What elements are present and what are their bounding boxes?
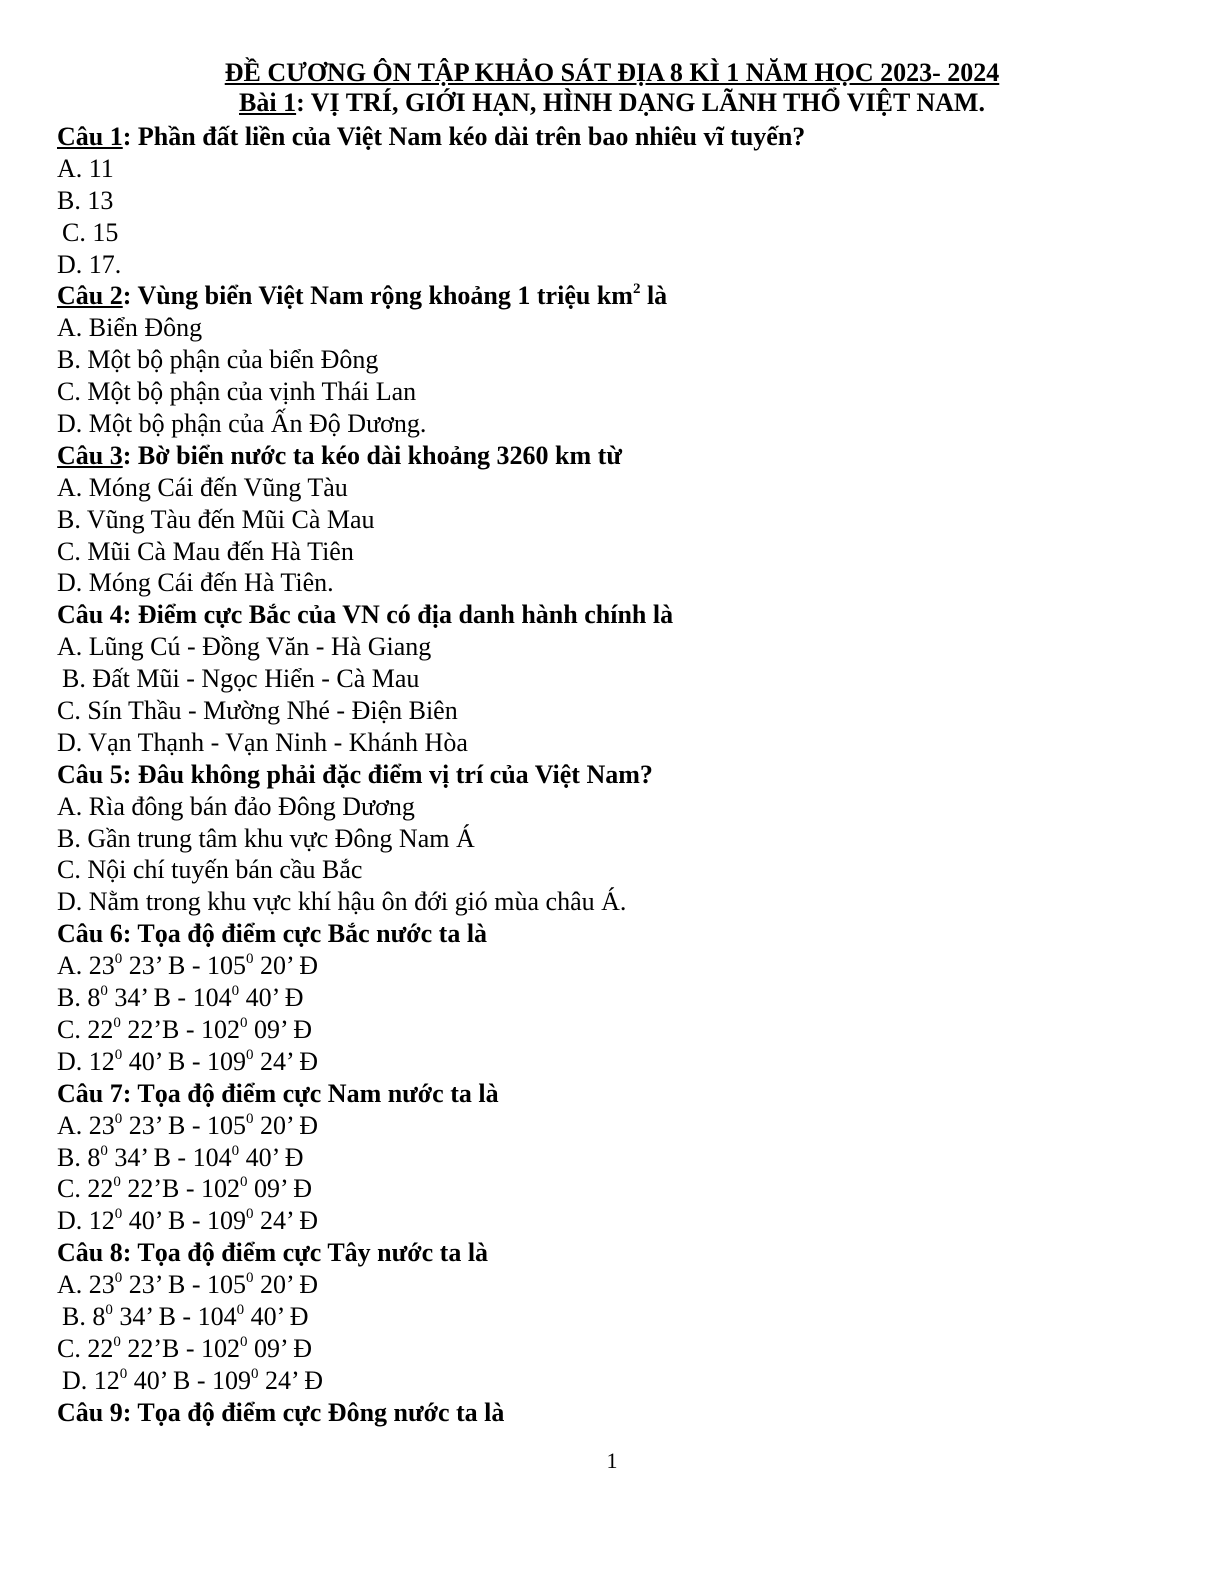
option-a [57, 1110, 1177, 1142]
coord-part: 24’ Đ [258, 1365, 324, 1395]
coord-part: 20’ Đ [253, 1270, 319, 1300]
document-title: ĐỀ CƯƠNG ÔN TẬP KHẢO SÁT ĐỊA 8 KÌ 1 NĂM HỌC 2023- 2024 [224, 58, 1000, 87]
degree-sup: 0 [251, 1365, 259, 1382]
coord-part: 40’ B - 109 [127, 1365, 252, 1395]
question-9: Câu 9: Tọa độ điểm cực Đông nước ta là [57, 1397, 505, 1427]
option-b: B. Gần trung tâm khu vực Đông Nam Á [57, 823, 475, 853]
option-b: B. 13 [57, 185, 114, 215]
option-d [57, 1046, 1177, 1078]
coord-part: 40’ B - 109 [122, 1046, 247, 1076]
coord-part: 40’ Đ [239, 1142, 304, 1172]
coord-part: 20’ Đ [253, 951, 319, 981]
question-6: Câu 6: Tọa độ điểm cực Bắc nước ta là [57, 919, 488, 949]
option-d: D. Một bộ phận của Ấn Độ Dương. [57, 409, 427, 439]
option-c: C. Một bộ phận của vịnh Thái Lan [57, 377, 417, 407]
coord-part: 34’ B - 104 [107, 1142, 232, 1172]
option-a: A. 11 [57, 153, 114, 183]
option-b: B. Đất Mũi - Ngọc Hiển - Cà Mau [62, 664, 420, 694]
degree-sup: 0 [119, 1365, 128, 1382]
coord-part: B. 8 [62, 1301, 106, 1331]
question-5: Câu 5: Đâu không phải đặc điểm vị trí của Việt Nam? [57, 759, 653, 789]
option-d: D. Vạn Thạnh - Vạn Ninh - Khánh Hòa [57, 727, 468, 757]
coord-part: 24’ Đ [253, 1046, 319, 1076]
coord-part: 23’ B - 105 [122, 1270, 247, 1300]
question-2 [57, 280, 1177, 312]
coord-part: 40’ Đ [244, 1301, 309, 1331]
question-8: Câu 8: Tọa độ điểm cực Tây nước ta là [57, 1238, 489, 1268]
coord-part: C. 22 [57, 1014, 114, 1044]
coord-part: 22’B - 102 [120, 1174, 241, 1204]
option-d: D. Móng Cái đến Hà Tiên. [57, 568, 334, 598]
coord-part: 40’ B - 109 [122, 1206, 247, 1236]
degree-sup: 0 [114, 1206, 123, 1223]
degree-sup: 0 [114, 1110, 123, 1127]
coord-part: 24’ Đ [253, 1206, 319, 1236]
question-text: : Bờ biển nước ta kéo dài khoảng 3260 km từ [122, 440, 622, 470]
lesson-label: Bài 1 [239, 88, 297, 117]
option-d: D. 17. [57, 249, 122, 279]
degree-sup: 0 [240, 1174, 248, 1191]
coord-part: C. 22 [57, 1174, 114, 1204]
degree-sup: 0 [246, 951, 254, 968]
coord-part: D. 12 [57, 1206, 115, 1236]
coord-part: 09’ Đ [247, 1174, 313, 1204]
question-7: Câu 7: Tọa độ điểm cực Nam nước ta là [57, 1078, 499, 1108]
coord-part: 34’ B - 104 [112, 1301, 237, 1331]
degree-sup: 0 [114, 1270, 123, 1287]
lesson-title: : VỊ TRÍ, GIỚI HẠN, HÌNH DẠNG LÃNH THỔ VIỆT NAM. [296, 88, 985, 117]
coord-part: 34’ B - 104 [107, 983, 232, 1013]
coord-part: D. 12 [62, 1365, 120, 1395]
coord-part: A. 23 [57, 1110, 115, 1140]
option-c: C. Nội chí tuyến bán cầu Bắc [57, 855, 363, 885]
question-label: Câu 1 [57, 122, 123, 151]
coord-part: 22’B - 102 [120, 1333, 241, 1363]
option-c [57, 1173, 1177, 1205]
degree-sup: 0 [113, 1333, 121, 1350]
option-d: D. Nằm trong khu vực khí hậu ôn đới gió mùa châu Á. [57, 887, 627, 917]
question-4: Câu 4: Điểm cực Bắc của VN có địa danh hành chính là [57, 600, 674, 630]
option-c: C. Sín Thầu - Mường Nhé - Điện Biên [57, 696, 458, 726]
degree-sup: 0 [100, 1142, 108, 1159]
option-a [57, 950, 1177, 982]
superscript: 2 [632, 281, 641, 298]
degree-sup: 0 [231, 1142, 240, 1159]
option-b [57, 1301, 1177, 1333]
degree-sup: 0 [240, 1333, 248, 1350]
coord-part: 22’B - 102 [120, 1014, 241, 1044]
option-c: C. 15 [62, 217, 119, 247]
coord-part: 20’ Đ [253, 1110, 319, 1140]
degree-sup: 0 [114, 1046, 123, 1063]
page-number: 1 [606, 1448, 618, 1473]
question-text-tail: là [640, 281, 668, 311]
degree-sup: 0 [240, 1014, 248, 1031]
question-text: : Vùng biển Việt Nam rộng khoảng 1 triệu km [122, 281, 633, 311]
degree-sup: 0 [236, 1301, 245, 1318]
degree-sup: 0 [246, 1046, 254, 1063]
degree-sup: 0 [246, 1270, 254, 1287]
option-b [57, 982, 1177, 1014]
coord-part: B. 8 [57, 983, 101, 1013]
degree-sup: 0 [113, 1014, 121, 1031]
option-d [57, 1365, 1177, 1397]
question-label: Câu 3 [57, 440, 123, 470]
option-a: A. Móng Cái đến Vũng Tàu [57, 472, 348, 502]
coord-part: C. 22 [57, 1333, 114, 1363]
option-a: A. Biển Đông [57, 313, 203, 343]
option-b: B. Vũng Tàu đến Mũi Cà Mau [57, 504, 375, 534]
degree-sup: 0 [246, 1110, 254, 1127]
option-a: A. Rìa đông bán đảo Đông Dương [57, 791, 415, 821]
degree-sup: 0 [114, 951, 123, 968]
question-label: Câu 2 [57, 281, 123, 311]
degree-sup: 0 [246, 1206, 254, 1223]
degree-sup: 0 [105, 1301, 113, 1318]
option-d [57, 1205, 1177, 1237]
option-a: A. Lũng Cú - Đồng Văn - Hà Giang [57, 632, 432, 662]
option-c [57, 1014, 1177, 1046]
question-text: : Phần đất liền của Việt Nam kéo dài trên bao nhiêu vĩ tuyến? [122, 122, 806, 151]
question-1 [57, 121, 1177, 153]
option-c [57, 1333, 1177, 1365]
degree-sup: 0 [231, 983, 240, 1000]
coord-part: 09’ Đ [247, 1333, 313, 1363]
question-3 [57, 440, 1177, 472]
coord-part: A. 23 [57, 1270, 115, 1300]
degree-sup: 0 [113, 1174, 121, 1191]
coord-part: 09’ Đ [247, 1014, 313, 1044]
coord-part: A. 23 [57, 951, 115, 981]
lesson-heading [0, 88, 1224, 118]
option-c: C. Mũi Cà Mau đến Hà Tiên [57, 536, 354, 566]
coord-part: 23’ B - 105 [122, 1110, 247, 1140]
option-a [57, 1269, 1177, 1301]
coord-part: B. 8 [57, 1142, 101, 1172]
option-b: B. Một bộ phận của biển Đông [57, 345, 379, 375]
option-b [57, 1142, 1177, 1174]
coord-part: 23’ B - 105 [122, 951, 247, 981]
degree-sup: 0 [100, 983, 108, 1000]
coord-part: 40’ Đ [239, 983, 304, 1013]
coord-part: D. 12 [57, 1046, 115, 1076]
question-list [57, 121, 1177, 1429]
